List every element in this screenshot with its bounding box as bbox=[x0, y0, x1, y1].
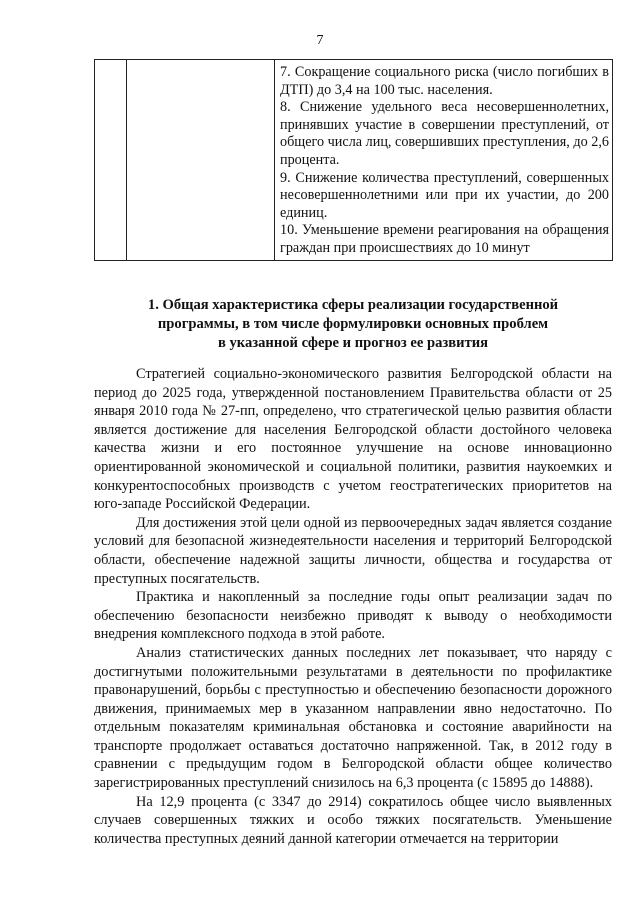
body-text bbox=[94, 365, 612, 848]
paragraph: Стратегией социально-экономического развития Белгородской области на период до 2025 года, утвержденной постановлением Правительства области от 25 января 2010 года № 27-пп, определено, что стратегической целью развития области является достижение для населения Белгородской области достойного человека качества жизни и его постоянное улучшение на основе инновационно ориентированной экономической и социальной политики, развития наукоемких и конкурентоспособных производств с учетом геостратегических приоритетов на юго-западе Российской Федерации. bbox=[94, 366, 612, 513]
section-heading-line: 1. Общая характеристика сферы реализации государственной bbox=[147, 297, 559, 313]
target-item-7: 7. Сокращение социального риска (число погибших в ДТП) до 3,4 на 100 тыс. населения. bbox=[280, 64, 609, 98]
paragraph: Практика и накопленный за последние годы опыт реализации задач по обеспечению безопасности неизбежно приводят к выводу о необходимости внедрения комплексного подхода в этой работе. bbox=[94, 589, 612, 643]
section-heading bbox=[94, 296, 612, 353]
indicators-table bbox=[94, 59, 613, 261]
target-item-8: 8. Снижение удельного веса несовершеннолетних, принявших участие в совершении преступлений, от общего числа лиц, совершивших преступления, до 2,6 процента. bbox=[280, 99, 609, 168]
table-cell-empty-2 bbox=[127, 60, 275, 261]
table-cell-targets bbox=[275, 60, 613, 261]
table-row bbox=[95, 60, 613, 261]
target-item-10: 10. Уменьшение времени реагирования на обращения граждан при происшествиях до 10 минут bbox=[280, 222, 609, 256]
section-heading-line: в указанной сфере и прогноз ее развития bbox=[217, 335, 489, 351]
target-item-9: 9. Снижение количества преступлений, совершенных несовершеннолетними или при их участии, до 200 единиц. bbox=[280, 169, 609, 221]
table-cell-empty-1 bbox=[95, 60, 127, 261]
section-heading-line: программы, в том числе формулировки основных проблем bbox=[157, 316, 549, 332]
paragraph: Анализ статистических данных последних лет показывает, что наряду с достигнутыми положительными результатами в деятельности по профилактике правонарушений, борьбы с преступностью и обеспечению безопасности дорожного движения, принимаемых мер в указанном направлении явно недостаточно. По отдельным показателям криминальная обстановка и состояние аварийности на транспорте продолжает оставаться достаточно напряженной. Так, в 2012 году в сравнении с предыдущим годом в Белгородской области общее количество зарегистрированных преступлений снизилось на 6,3 процента (с 15895 до 14888). bbox=[94, 644, 612, 792]
paragraph: Для достижения этой цели одной из первоочередных задач является создание условий для безопасной жизнедеятельности населения и территорий Белгородской области, обеспечение надежной защиты личности, общества и государства от преступных посягательств. bbox=[94, 514, 612, 587]
paragraph: На 12,9 процента (с 3347 до 2914) сократилось общее число выявленных случаев совершенных тяжких и особо тяжких посягательств. Уменьшение количества преступных деяний данной категории отмечается на территории bbox=[94, 793, 612, 847]
page-number: 7 bbox=[316, 33, 324, 48]
